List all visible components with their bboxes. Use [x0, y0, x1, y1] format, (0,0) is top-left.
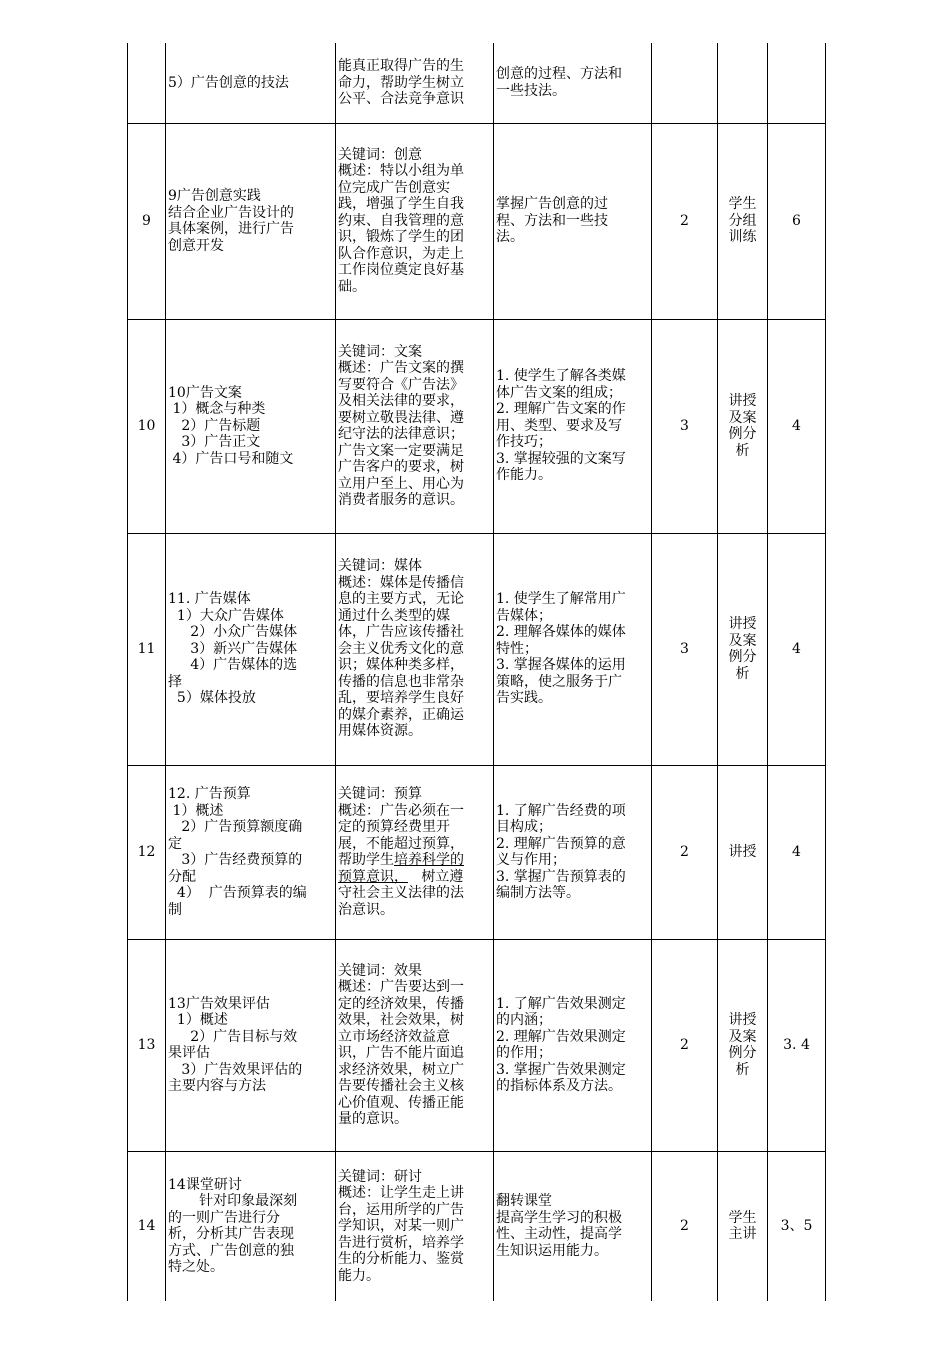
summary-fragment: 关键词：预算 [338, 786, 422, 802]
learning-goals-line: 的作用； [496, 1045, 552, 1061]
ideological-summary-line: 公平、合法竞争意识 [338, 91, 464, 107]
ideological-summary-line: 消费者服务的意识。 [338, 492, 464, 508]
teaching-method [718, 43, 768, 123]
learning-goals-line: 翻转课堂 [496, 1193, 552, 1210]
row-number: 14 [128, 1151, 166, 1301]
learning-goals [494, 939, 652, 1151]
learning-goals-line: 作能力。 [496, 467, 552, 484]
class-hours: 2 [652, 123, 718, 319]
learning-goals-line: 的内涵； [496, 1012, 552, 1028]
ideological-summary-line: 纪守法的法律意识； [338, 426, 464, 442]
teaching-content-line: 12. 广告预算 [168, 786, 251, 802]
teaching-method-line: 析 [735, 1061, 750, 1078]
learning-goals-line: 一些技法。 [496, 82, 566, 99]
teaching-content-line: 9广告创意实践 [168, 188, 261, 204]
ideological-summary-line: 概述：让学生走上讲 [338, 1185, 464, 1201]
learning-goals [494, 765, 652, 939]
ideological-summary-line: 立市场经济效益意 [338, 1028, 450, 1045]
teaching-method-line: 及案 [728, 632, 757, 649]
learning-goals-line: 1. 使学生了解各类媒 [496, 368, 626, 385]
ideological-summary-line: 通过什么类型的媒 [338, 607, 450, 624]
ideological-summary-line [338, 786, 491, 803]
teaching-content-line: 创意开发 [168, 237, 224, 254]
teaching-content [166, 533, 336, 765]
ideological-summary-line: 求经济效果，树立广 [338, 1061, 464, 1078]
ideological-summary-line: 告要传播社会主义核 [338, 1078, 464, 1094]
table-row [128, 1151, 826, 1301]
ideological-summary [336, 533, 494, 765]
summary-fragment: 帮助学生 [338, 852, 394, 868]
ideological-summary-line [338, 885, 491, 902]
teaching-content-line: 的一则广告进行分 [168, 1209, 280, 1226]
ideological-summary-line: 心价值观、传播正能 [338, 1094, 464, 1111]
teaching-method-line: 学生 [728, 196, 757, 213]
class-hours: 2 [652, 1151, 718, 1301]
teaching-content-line: 4） 广告预算表的编 [168, 885, 307, 901]
teaching-content-line: 析，分析其广告表现 [168, 1226, 294, 1243]
summary-fragment: 培养科学的 [394, 852, 464, 868]
learning-goals [494, 1151, 652, 1301]
learning-goals-line: 1. 了解广告效果测定 [496, 995, 626, 1012]
ideological-summary-line: 能真正取得广告的生 [338, 58, 464, 74]
ideological-summary-line: 识；媒体种类多样， [338, 657, 464, 674]
teaching-method [718, 533, 768, 765]
ideological-summary-line [338, 869, 491, 886]
summary-fragment: 树立遵 [408, 868, 464, 885]
ideological-summary-line: 概述：广告要达到一 [338, 979, 464, 995]
teaching-method-line: 学生 [728, 1209, 757, 1226]
course-objective-ref: 6 [768, 123, 826, 319]
learning-goals-line: 法。 [496, 229, 524, 246]
teaching-content-line: 14课堂研讨 [168, 1176, 242, 1193]
class-hours [652, 43, 718, 123]
teaching-content [166, 123, 336, 319]
summary-fragment: 守社会主义法律的法 [338, 885, 464, 901]
teaching-content [166, 765, 336, 939]
teaching-method [718, 319, 768, 533]
teaching-content-line: 制 [168, 901, 182, 918]
teaching-method-line: 讲授 [728, 393, 757, 409]
course-objective-ref: 4 [768, 765, 826, 939]
teaching-content-line: 5）媒体投放 [168, 690, 256, 707]
learning-goals-line: 体广告文案的组成； [496, 384, 622, 401]
learning-goals-line: 提高学生学习的积极 [496, 1209, 622, 1226]
learning-goals-line: 生知识运用能力。 [496, 1242, 608, 1259]
teaching-content-line: 4）广告媒体的选 [168, 657, 298, 674]
teaching-content [166, 319, 336, 533]
ideological-summary-line: 告进行赏析，培养学 [338, 1234, 464, 1251]
learning-goals-line: 告媒体； [496, 607, 552, 624]
teaching-content-line: 定 [168, 835, 182, 852]
teaching-content-line: 主要内容与方法 [168, 1078, 266, 1094]
teaching-content-line: 4）广告口号和随文 [168, 450, 294, 467]
learning-goals-line: 策略，使之服务于广 [496, 673, 622, 690]
row-number: 11 [128, 533, 166, 765]
table-row [128, 765, 826, 939]
learning-goals-line: 3. 掌握广告效果测定 [496, 1061, 626, 1078]
ideological-summary-line: 工作岗位奠定良好基 [338, 262, 464, 279]
teaching-content-line: 5）广告创意的技法 [168, 74, 289, 91]
ideological-summary-line: 用媒体资源。 [338, 723, 422, 740]
teaching-content-line: 2）小众广告媒体 [168, 624, 298, 641]
row-number: 10 [128, 319, 166, 533]
ideological-summary-line: 广告文案一定要满足 [338, 442, 464, 459]
ideological-summary-line: 概述：广告文案的撰 [338, 360, 464, 376]
teaching-method [718, 765, 768, 939]
syllabus-table [127, 43, 826, 1301]
learning-goals-line: 2. 理解广告效果测定 [496, 1028, 626, 1045]
teaching-content [166, 43, 336, 123]
learning-goals-line: 3. 掌握各媒体的运用 [496, 657, 626, 674]
summary-fragment: 概述：广告必须在一 [338, 802, 464, 819]
ideological-summary-line: 关键词：文案 [338, 343, 422, 360]
row-number: 13 [128, 939, 166, 1151]
ideological-summary-line: 的媒介素养，正确运 [338, 706, 464, 723]
teaching-content-line: 择 [168, 673, 182, 690]
teaching-method [718, 123, 768, 319]
ideological-summary-line: 能力。 [338, 1267, 380, 1284]
course-objective-ref: 4 [768, 533, 826, 765]
teaching-content-line: 特之处。 [168, 1259, 224, 1276]
ideological-summary-line: 识，广告不能片面追 [338, 1045, 464, 1061]
ideological-summary-line [338, 803, 491, 820]
ideological-summary-line: 体，广告应该传播社 [338, 624, 464, 641]
learning-goals-line: 2. 理解各媒体的媒体 [496, 624, 626, 641]
teaching-method-line: 讲授 [728, 843, 757, 860]
teaching-content-line: 1）大众广告媒体 [168, 607, 284, 624]
teaching-method-line: 例分 [728, 1045, 757, 1061]
learning-goals-line: 用、类型、要求及写 [496, 417, 622, 434]
table-row [128, 43, 826, 123]
learning-goals [494, 319, 652, 533]
teaching-method-line: 讲授 [728, 616, 757, 632]
teaching-content [166, 1151, 336, 1301]
ideological-summary-line: 关键词：创意 [338, 146, 422, 163]
teaching-method-line: 析 [735, 665, 750, 682]
teaching-content-line: 13广告效果评估 [168, 995, 270, 1012]
ideological-summary [336, 939, 494, 1151]
teaching-content-line: 具体案例，进行广告 [168, 221, 294, 237]
ideological-summary-line: 效果，社会效果，树 [338, 1012, 464, 1028]
teaching-content-line: 结合企业广告设计的 [168, 204, 294, 221]
table-row [128, 533, 826, 765]
teaching-content-line: 10广告文案 [168, 384, 242, 401]
ideological-summary-line [338, 819, 491, 836]
ideological-summary-line: 乱，要培养学生良好 [338, 690, 464, 707]
row-number: 12 [128, 765, 166, 939]
learning-goals [494, 123, 652, 319]
ideological-summary-line: 量的意识。 [338, 1111, 408, 1127]
teaching-content-line: 3）新兴广告媒体 [168, 640, 298, 657]
ideological-summary-line [338, 852, 491, 869]
teaching-content-line: 3）广告效果评估的 [168, 1061, 303, 1078]
row-number: 9 [128, 123, 166, 319]
ideological-summary-line [338, 836, 491, 853]
ideological-summary-line: 位完成广告创意实 [338, 179, 450, 196]
learning-goals-line: 掌握广告创意的过 [496, 196, 608, 213]
ideological-summary [336, 1151, 494, 1301]
teaching-method [718, 939, 768, 1151]
teaching-content-line: 2）广告标题 [168, 417, 261, 434]
learning-goals-line: 编制方法等。 [496, 885, 580, 901]
teaching-method [718, 1151, 768, 1301]
learning-goals-line: 义与作用； [496, 852, 566, 868]
teaching-content-line: 针对印象最深刻 [168, 1193, 298, 1210]
teaching-content-line: 2）广告目标与效 [168, 1028, 298, 1045]
ideological-summary-line: 台，运用所学的广告 [338, 1201, 464, 1218]
learning-goals [494, 43, 652, 123]
teaching-method-line: 主讲 [728, 1226, 757, 1243]
teaching-content-line: 1）概念与种类 [168, 401, 266, 418]
learning-goals-line: 特性； [496, 640, 538, 657]
teaching-content-line: 1）概述 [168, 802, 224, 819]
ideological-summary-line [338, 902, 491, 919]
teaching-content-line: 2）广告预算额度确 [168, 819, 303, 835]
summary-fragment: 治意识。 [338, 901, 394, 918]
teaching-method-line: 分组 [728, 212, 757, 229]
ideological-summary [336, 765, 494, 939]
class-hours: 2 [652, 939, 718, 1151]
ideological-summary-line: 命力，帮助学生树立 [338, 74, 464, 91]
ideological-summary-line: 概述：媒体是传播信 [338, 574, 464, 591]
class-hours: 2 [652, 765, 718, 939]
teaching-method-line: 析 [735, 442, 750, 459]
learning-goals-line: 告实践。 [496, 690, 552, 707]
ideological-summary-line: 会主义优秀文化的意 [338, 640, 464, 657]
ideological-summary [336, 319, 494, 533]
teaching-method-line: 讲授 [728, 1012, 757, 1028]
table-row [128, 123, 826, 319]
teaching-content-line: 3）广告经费预算的 [168, 852, 303, 868]
learning-goals [494, 533, 652, 765]
ideological-summary [336, 43, 494, 123]
ideological-summary-line: 生的分析能力、鉴赏 [338, 1251, 464, 1267]
ideological-summary-line: 学知识，对某一则广 [338, 1218, 464, 1234]
learning-goals-line: 作技巧； [496, 434, 552, 451]
summary-fragment: 预算意识， [338, 868, 408, 885]
table-row [128, 939, 826, 1151]
table-row [128, 319, 826, 533]
ideological-summary-line: 础。 [338, 278, 366, 295]
teaching-content-line: 果评估 [168, 1045, 210, 1061]
course-objective-ref [768, 43, 826, 123]
teaching-content [166, 939, 336, 1151]
ideological-summary-line: 定的经济效果，传播 [338, 995, 464, 1012]
teaching-content-line: 分配 [168, 868, 196, 885]
teaching-method-line: 例分 [728, 426, 757, 442]
learning-goals-line: 程、方法和一些技 [496, 212, 608, 229]
course-objective-ref: 4 [768, 319, 826, 533]
ideological-summary-line: 广告客户的要求，树 [338, 459, 464, 475]
ideological-summary-line: 关键词：效果 [338, 962, 422, 979]
learning-goals-line: 1. 了解广告经费的项 [496, 802, 626, 819]
ideological-summary-line: 息的主要方式，无论 [338, 591, 464, 608]
teaching-content-line: 1）概述 [168, 1012, 228, 1028]
teaching-method-line: 及案 [728, 1028, 757, 1045]
class-hours: 3 [652, 319, 718, 533]
ideological-summary-line: 要树立敬畏法律、遵 [338, 409, 464, 426]
course-objective-ref: 3、5 [768, 1151, 826, 1301]
learning-goals-line: 1. 使学生了解常用广 [496, 591, 626, 608]
teaching-method-line: 及案 [728, 409, 757, 426]
row-number [128, 43, 166, 123]
ideological-summary-line: 践，增强了学生自我 [338, 196, 464, 213]
ideological-summary-line: 队合作意识，为走上 [338, 245, 464, 262]
teaching-content-line: 11. 广告媒体 [168, 591, 251, 608]
teaching-method-line: 训练 [728, 229, 757, 246]
learning-goals-line: 3. 掌握较强的文案写 [496, 450, 626, 467]
learning-goals-line: 创意的过程、方法和 [496, 66, 622, 83]
ideological-summary-line: 立用户至上、用心为 [338, 475, 464, 492]
summary-fragment: 展，不能超过预算， [338, 835, 464, 852]
ideological-summary-line: 关键词：研讨 [338, 1168, 422, 1185]
ideological-summary [336, 123, 494, 319]
ideological-summary-line: 写要符合《广告法》 [338, 376, 464, 393]
course-objective-ref: 3. 4 [768, 939, 826, 1151]
ideological-summary-line: 关键词：媒体 [338, 558, 422, 575]
ideological-summary-line: 约束、自我管理的意 [338, 212, 464, 229]
ideological-summary-line: 识，锻炼了学生的团 [338, 229, 464, 246]
ideological-summary-line: 传播的信息也非常杂 [338, 673, 464, 690]
ideological-summary-line: 概述：特以小组为单 [338, 163, 464, 180]
summary-fragment: 定的预算经费里开 [338, 819, 450, 835]
learning-goals-line: 3. 掌握广告预算表的 [496, 868, 626, 885]
teaching-method-line: 例分 [728, 649, 757, 665]
learning-goals-line: 2. 理解广告预算的意 [496, 835, 626, 852]
learning-goals-line: 性、主动性，提高学 [496, 1226, 622, 1243]
teaching-content-line: 3）广告正文 [168, 434, 261, 451]
learning-goals-line: 2. 理解广告文案的作 [496, 401, 626, 418]
learning-goals-line: 的指标体系及方法。 [496, 1078, 622, 1094]
learning-goals-line: 目构成； [496, 819, 552, 835]
ideological-summary-line: 及相关法律的要求， [338, 393, 464, 409]
class-hours: 3 [652, 533, 718, 765]
teaching-content-line: 方式、广告创意的独 [168, 1242, 294, 1259]
